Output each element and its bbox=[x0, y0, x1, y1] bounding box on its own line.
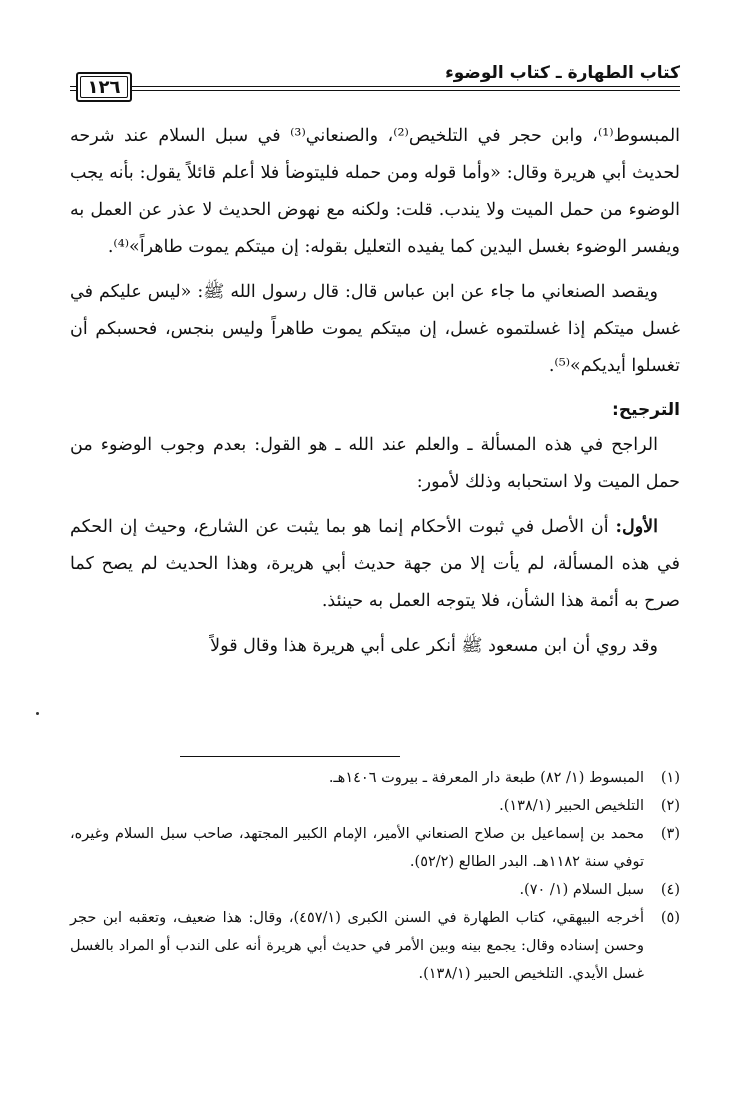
paragraph-tarjih: الراجح في هذه المسألة ـ والعلم عند الله ـ هو القول: بعدم وجوب الوضوء من حمل الميت ولا استحبابه وذلك لأمور: bbox=[70, 435, 680, 492]
page-header bbox=[70, 62, 680, 106]
footnote-text: التلخيص الحبير (١٣٨/١). bbox=[499, 798, 644, 814]
footnote-text: المبسوط (١/ ٨٢) طبعة دار المعرفة ـ بيروت ١٤٠٦هـ. bbox=[328, 770, 644, 786]
footnote-5 bbox=[70, 904, 680, 988]
footnote-text: أخرجه البيهقي، كتاب الطهارة في السنن الكبرى (٤٥٧/١)، وقال: هذا ضعيف، وتعقبه ابن حجر وحسن إسناده وقال: يجمع بينه وبين الأمر في حديث أبي هريرة أنه على الندب أو المراد بالغسل غسل الأيدي. التلخيص الحبير (١٣٨/١). bbox=[70, 910, 644, 982]
section-heading: الترجيح: bbox=[612, 400, 680, 420]
footnote-1 bbox=[70, 764, 680, 792]
footnote-text: سبل السلام (١/ ٧٠). bbox=[519, 882, 644, 898]
footnote-2 bbox=[70, 792, 680, 820]
header-rule bbox=[132, 86, 680, 91]
page-number-box bbox=[76, 72, 132, 102]
first-lead: الأول: bbox=[615, 517, 658, 537]
body-text bbox=[70, 118, 680, 673]
footnote-marker: (٤) bbox=[660, 882, 680, 898]
footnotes bbox=[70, 764, 680, 988]
footnote-marker: (١) bbox=[660, 770, 680, 786]
first-text: أن الأصل في ثبوت الأحكام إنما هو بما يثبت عن الشارع، وحيث إن الحكم في هذه المسألة، لم يأت إلا من جهة حديث أبي هريرة، وهذا الحديث لم يصح كما صرح به أئمة هذا الشأن، فلا يتوجه العمل به حينئذ. bbox=[70, 517, 680, 611]
page-number: ١٢٦ bbox=[87, 76, 121, 98]
footnote-text: محمد بن إسماعيل بن صلاح الصنعاني الأمير، الإمام الكبير المجتهد، صاحب سبل السلام وغيره، توفي سنة ١١٨٢هـ. البدر الطالع (٥٢/٢). bbox=[70, 826, 644, 870]
paragraph-mabsut: المبسوط⁽¹⁾، وابن حجر في التلخيص⁽²⁾، والصنعاني⁽³⁾ في سبل السلام عند شرحه لحديث أبي هريرة وقال: «وأما قوله ومن حمله فليتوضأ فلا أعلم قائلاً يقول: بأنه يجب الوضوء من حمل الميت ولا يندب. قلت: ولكنه مع نهوض الحديث لا عذر عن العمل به ويفسر الوضوء بغسل اليدين كما يفيده التعليل بقوله: إن ميتكم يموت طاهراً»⁽⁴⁾. bbox=[70, 126, 681, 257]
footnote-marker: (٣) bbox=[660, 826, 680, 842]
footnote-marker: (٥) bbox=[660, 910, 680, 926]
footnote-marker: (٢) bbox=[660, 798, 680, 814]
footnote-3 bbox=[70, 820, 680, 876]
paragraph-first bbox=[70, 509, 680, 620]
footnote-separator bbox=[180, 756, 400, 757]
paragraph-ibn-abbas: ويقصد الصنعاني ما جاء عن ابن عباس قال: قال رسول الله ﷺ: «ليس عليكم في غسل ميتكم إذا غسلتموه غسل، إن ميتكم يموت طاهراً وليس بنجس، فحسبكم أن تغسلوا أيديكم»⁽⁵⁾. bbox=[70, 282, 680, 376]
running-title: كتاب الطهارة ـ كتاب الوضوء bbox=[445, 63, 680, 83]
paragraph-ibn-masud: وقد روي أن ابن مسعود ﷺ أنكر على أبي هريرة هذا وقال قولاً bbox=[210, 636, 658, 656]
stray-mark bbox=[36, 712, 39, 715]
footnote-4 bbox=[70, 876, 680, 904]
